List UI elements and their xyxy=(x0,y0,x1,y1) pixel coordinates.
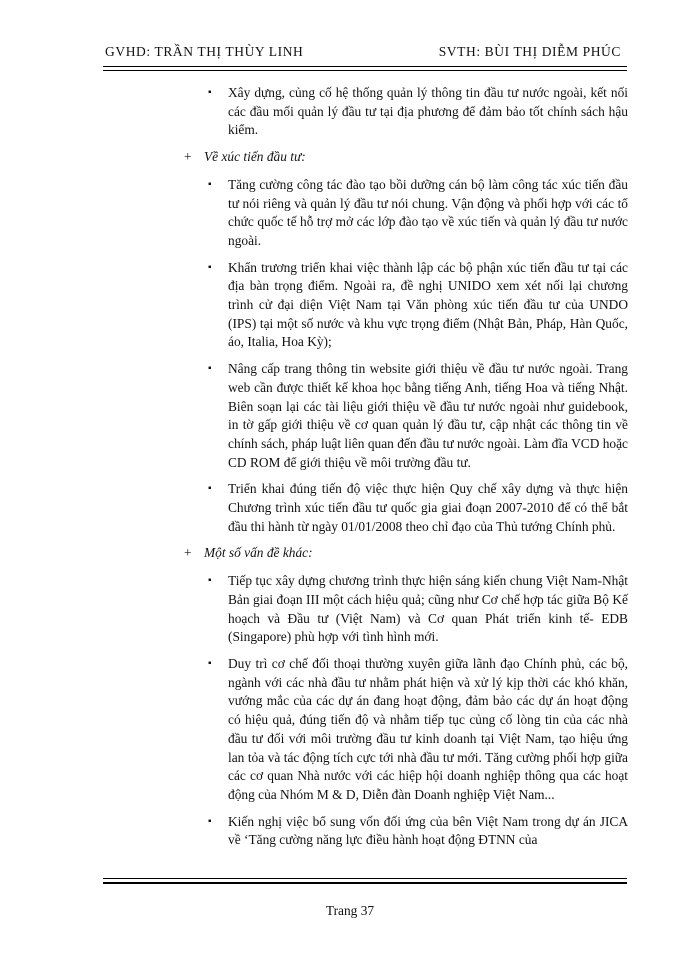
bullet-icon: ▪ xyxy=(208,483,212,495)
bullet-paragraph xyxy=(208,259,628,353)
paragraph-text: Nâng cấp trang thông tin website giới thiệu về đầu tư nước ngoài. Trang web cần được thiết kế khoa học bằng tiếng Anh, tiếng Hoa và tiếng Nhật. Biên soạn lại các tài liệu giới thiệu về đầu tư nước ngoài như guidebook, in tờ gấp giới thiệu về cơ quan quản lý đầu tư, cập nhật các thông tin về chính sách, pháp luật liên quan đến đầu tư nước ngoài. Làm đĩa VCD hoặc CD ROM để giới thiệu về môi trường đầu tư. xyxy=(228,361,628,470)
bullet-icon: ▪ xyxy=(208,178,212,190)
paragraph-text: Khẩn trương triển khai việc thành lập các bộ phận xúc tiến đầu tư tại các địa bàn trọng điểm. Ngoài ra, đề nghị UNIDO xem xét nối lại chương trình cử đại diện Việt Nam tại Văn phòng xúc tiến đầu tư của UNDO (IPS) tại một số nước và khu vực trọng điểm (Nhật Bản, Pháp, Hàn Quốc, áo, Italia, Hoa Kỳ); xyxy=(228,259,628,350)
bullet-paragraph xyxy=(208,480,628,536)
header-rule-bottom xyxy=(103,70,627,71)
bullet-icon: ▪ xyxy=(208,363,212,375)
section-subheading xyxy=(184,544,700,563)
document-body xyxy=(0,84,700,858)
subheading-text: Về xúc tiến đầu tư: xyxy=(204,149,306,165)
bullet-icon: ▪ xyxy=(208,261,212,273)
page-header xyxy=(103,44,623,64)
bullet-paragraph xyxy=(208,176,628,251)
paragraph-text: Kiến nghị việc bổ sung vốn đối ứng của bên Việt Nam trong dự án JICA về ‘Tăng cường năng lực điều hành hoạt động ĐTNN của xyxy=(228,813,628,848)
paragraph-text: Triển khai đúng tiến độ việc thực hiện Quy chế xây dựng và thực hiện Chương trình xúc tiến đầu tư quốc gia giai đoạn 2007-2010 để có thể bắt đầu thi hành từ ngày 01/01/2008 theo chỉ đạo của Thủ tướng Chính phủ. xyxy=(228,481,628,534)
header-instructor: GVHD: TRẦN THỊ THÙY LINH xyxy=(105,44,304,59)
plus-marker: + xyxy=(184,149,192,165)
plus-marker: + xyxy=(184,545,192,561)
header-rule-top xyxy=(103,66,627,67)
bullet-paragraph xyxy=(208,572,628,647)
bullet-icon: ▪ xyxy=(208,815,212,827)
footer-rule-top xyxy=(103,878,627,879)
footer-rule-bottom xyxy=(103,882,627,884)
paragraph-text: Tăng cường công tác đào tạo bồi dưỡng cán bộ làm công tác xúc tiến đầu tư nói riêng và quản lý đầu tư nói chung. Vận động và phối hợp với các tổ chức quốc tế hỗ trợ mở các lớp đào tạo về xúc tiến và quản lý đầu tư nước ngoài. xyxy=(228,176,628,248)
paragraph-text: Duy trì cơ chế đối thoại thường xuyên giữa lãnh đạo Chính phủ, các bộ, ngành với các nhà đầu tư nhằm phát hiện và xử lý kịp thời các khó khăn, vướng mắc của các dự án đang hoạt động, đảm bảo các dự án hoạt động có hiệu quả, đúng tiến độ và nhằm tiếp tục củng cố lòng tin của các nhà đầu tư đối với môi trường đầu tư kinh doanh tại Việt Nam, tạo hiệu ứng lan tỏa và tác động tích cực tới nhà đầu tư mới. Tăng cường phối hợp giữa các cơ quan Nhà nước với các hiệp hội doanh nghiệp thông qua các hoạt động của Nhóm M & D, Diễn đàn Doanh nghiệp Việt Nam... xyxy=(228,655,628,802)
header-student: SVTH: BÙI THỊ DIỄM PHÚC xyxy=(438,44,621,59)
bullet-icon: ▪ xyxy=(208,657,212,669)
paragraph-text: Xây dựng, củng cố hệ thống quản lý thông tin đầu tư nước ngoài, kết nối các đầu mối quản lý đầu tư tại địa phương để đảm bảo tốt chính sách hậu kiểm. xyxy=(228,85,628,138)
bullet-paragraph xyxy=(208,84,628,140)
bullet-icon: ▪ xyxy=(208,87,212,98)
paragraph-text: Tiếp tục xây dựng chương trình thực hiện sáng kiến chung Việt Nam-Nhật Bản giai đoạn III một cách hiệu quả; cũng như Cơ chế hợp tác giữa Bộ Kế hoạch và Đầu tư (Việt Nam) và Cơ quan Phát triển kinh tế- EDB (Singapore) phù hợp với tình hình mới. xyxy=(228,573,628,645)
bullet-icon: ▪ xyxy=(208,575,212,587)
bullet-paragraph xyxy=(208,655,628,805)
bullet-paragraph xyxy=(208,813,628,850)
page-number: Trang 37 xyxy=(325,903,375,918)
subheading-text: Một số vấn đề khác: xyxy=(204,545,313,561)
bullet-paragraph xyxy=(208,360,628,472)
section-subheading xyxy=(184,148,700,167)
